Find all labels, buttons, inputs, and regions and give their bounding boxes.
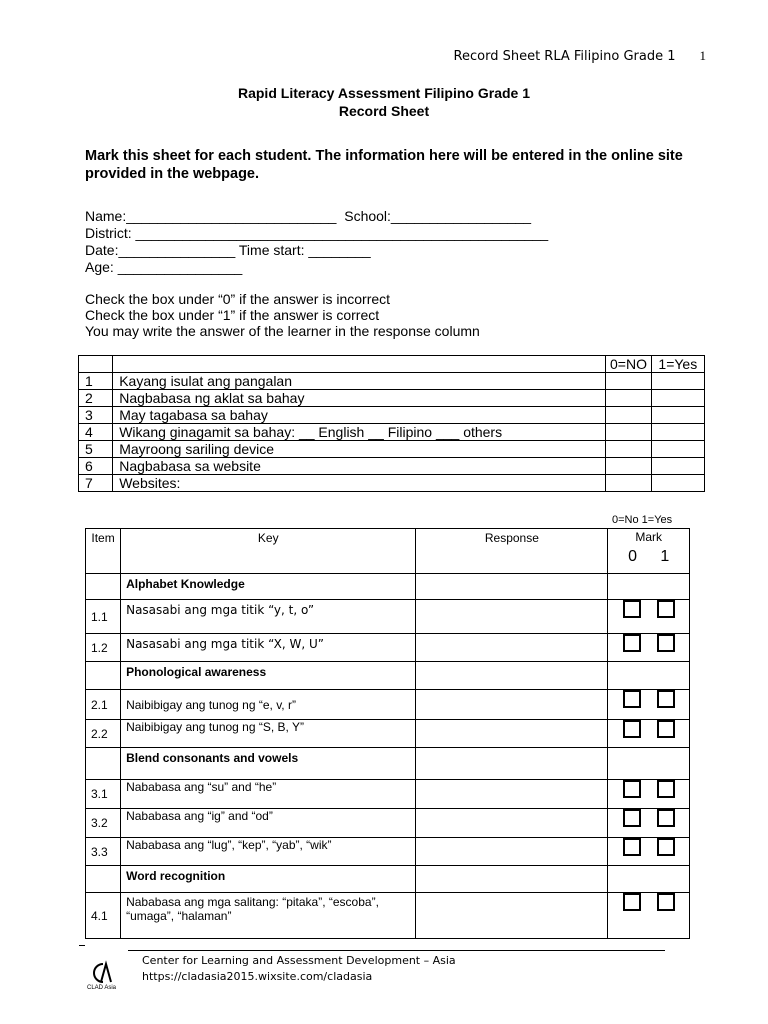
student-info-fields [85, 208, 685, 276]
item-key: Nababasa ang “su” and “he” [121, 780, 416, 809]
assessment-table [85, 528, 690, 939]
column-header-mark [608, 529, 690, 574]
answer-cell-no[interactable] [606, 441, 651, 458]
response-cell[interactable] [416, 634, 608, 662]
answer-cell-yes[interactable] [651, 407, 704, 424]
response-cell[interactable] [416, 720, 608, 748]
answer-cell-no[interactable] [606, 475, 651, 492]
table-row [79, 407, 705, 424]
response-cell[interactable] [416, 893, 608, 939]
checkbox-1[interactable] [657, 893, 675, 911]
row-number: 7 [79, 475, 113, 492]
table-row [79, 373, 705, 390]
answer-cell-yes[interactable] [651, 424, 704, 441]
checkbox-0[interactable] [623, 634, 641, 652]
checkbox-1[interactable] [657, 600, 675, 618]
row-question: Wikang ginagamit sa bahay: __ English __ Filipino ___ others [113, 424, 606, 441]
running-header [0, 48, 706, 64]
answer-cell-no[interactable] [606, 458, 651, 475]
check-instruction: Check the box under “0” if the answer is incorrect [85, 291, 391, 307]
footer-url-link[interactable]: https://cladasia2015.wixsite.com/cladasia [142, 970, 373, 983]
column-header-response: Response [416, 529, 608, 574]
table-row [86, 893, 690, 939]
item-number: 3.1 [86, 780, 121, 809]
section-row [86, 662, 690, 690]
table-row [79, 356, 705, 373]
row-question: May tagabasa sa bahay [113, 407, 606, 424]
name-school-field[interactable]: Name:___________________________ School:__________________ [85, 208, 532, 224]
response-cell[interactable] [416, 600, 608, 634]
checkbox-0[interactable] [623, 600, 641, 618]
answer-cell-yes[interactable] [651, 390, 704, 407]
title-line-1: Rapid Literacy Assessment Filipino Grade 1 [237, 85, 531, 101]
header-text: Record Sheet RLA Filipino Grade 1 [453, 49, 676, 64]
checkbox-0[interactable] [623, 720, 641, 738]
checkbox-1[interactable] [657, 780, 675, 798]
checkbox-1[interactable] [657, 838, 675, 856]
section-row [86, 866, 690, 893]
answer-cell-yes[interactable] [651, 458, 704, 475]
document-title [0, 84, 768, 120]
answer-cell-no[interactable] [606, 424, 651, 441]
row-number: 5 [79, 441, 113, 458]
item-number: 3.3 [86, 838, 121, 866]
table-header-row [86, 529, 690, 574]
answer-cell-no[interactable] [606, 390, 651, 407]
table-row [86, 600, 690, 634]
item-key: Nasasabi ang mga titik “X, W, U” [121, 634, 416, 662]
answer-cell-no[interactable] [606, 407, 651, 424]
section-title: Phonological awareness [121, 662, 416, 690]
age-field[interactable]: Age: ________________ [85, 259, 243, 275]
mark-label: Mark [635, 530, 663, 544]
table-row [86, 780, 690, 809]
item-key: Naibibigay ang tunog ng “e, v, r” [121, 690, 416, 720]
item-number: 2.1 [86, 690, 121, 720]
row-question: Kayang isulat ang pangalan [113, 373, 606, 390]
row-number: 2 [79, 390, 113, 407]
survey-table [78, 355, 705, 492]
row-number: 4 [79, 424, 113, 441]
answer-cell-yes[interactable] [651, 373, 704, 390]
section-row [86, 574, 690, 600]
item-number: 4.1 [86, 893, 121, 939]
checkbox-1[interactable] [657, 690, 675, 708]
check-instructions [85, 291, 685, 339]
footer-divider-short [79, 945, 85, 946]
answer-cell-yes[interactable] [651, 475, 704, 492]
row-number: 6 [79, 458, 113, 475]
instruction-text: Mark this sheet for each student. The information here will be entered in the online site provided in the webpage. [85, 148, 683, 182]
section-title: Blend consonants and vowels [121, 748, 416, 780]
table-row [79, 424, 705, 441]
row-question: Nagbabasa sa website [113, 458, 606, 475]
response-cell[interactable] [416, 809, 608, 838]
row-question: Websites: [113, 475, 606, 492]
district-field[interactable]: District: _____________________________________________________ [85, 225, 549, 241]
response-cell[interactable] [416, 780, 608, 809]
section-title: Alphabet Knowledge [121, 574, 416, 600]
check-instruction: Check the box under “1” if the answer is correct [85, 307, 380, 323]
table-row [86, 838, 690, 866]
item-number: 1.1 [86, 600, 121, 634]
checkbox-0[interactable] [623, 780, 641, 798]
item-key: Nababasa ang mga salitang: “pitaka”, “escoba”, “umaga”, “halaman” [121, 893, 416, 939]
answer-cell-yes[interactable] [651, 441, 704, 458]
column-header-item: Item [86, 529, 121, 574]
item-key: Naibibigay ang tunog ng “S, B, Y” [121, 720, 416, 748]
table-row [79, 475, 705, 492]
footer-divider [128, 950, 665, 951]
checkbox-0[interactable] [623, 809, 641, 827]
column-header-no: 0=NO [606, 356, 651, 373]
section-row [86, 748, 690, 780]
footer [142, 953, 456, 985]
title-line-2: Record Sheet [338, 103, 430, 119]
item-number: 2.2 [86, 720, 121, 748]
row-number: 3 [79, 407, 113, 424]
page-number: 1 [699, 48, 706, 63]
footer-org-name: Center for Learning and Assessment Development – Asia [142, 954, 456, 967]
table-row [86, 720, 690, 748]
checkbox-0[interactable] [623, 838, 641, 856]
response-cell[interactable] [416, 690, 608, 720]
checkbox-0[interactable] [623, 690, 641, 708]
row-number: 1 [79, 373, 113, 390]
mark-one-label: 1 [660, 548, 670, 565]
row-question: Nagbabasa ng aklat sa bahay [113, 390, 606, 407]
checkbox-1[interactable] [657, 720, 675, 738]
clad-asia-logo-icon [88, 960, 114, 986]
mark-legend: 0=No 1=Yes [612, 514, 673, 526]
item-key: Nababasa ang “lug”, “kep”, “yab”, “wik” [121, 838, 416, 866]
table-row [86, 809, 690, 838]
item-key: Nasasabi ang mga titik “y, t, o” [121, 600, 416, 634]
checkbox-1[interactable] [657, 634, 675, 652]
section-title: Word recognition [121, 866, 416, 893]
mark-zero-label: 0 [628, 548, 637, 565]
checkbox-0[interactable] [623, 893, 641, 911]
table-row [86, 634, 690, 662]
item-number: 1.2 [86, 634, 121, 662]
table-row [79, 441, 705, 458]
row-question: Mayroong sariling device [113, 441, 606, 458]
date-time-field[interactable]: Date:_______________ Time start: ________ [85, 242, 371, 258]
logo-text: CLAD Asia [87, 985, 117, 991]
table-row [79, 458, 705, 475]
response-cell[interactable] [416, 838, 608, 866]
item-number: 3.2 [86, 809, 121, 838]
table-row [79, 390, 705, 407]
checkbox-1[interactable] [657, 809, 675, 827]
check-instruction: You may write the answer of the learner in the response column [85, 323, 480, 339]
item-key: Nababasa ang “ig” and “od” [121, 809, 416, 838]
answer-cell-no[interactable] [606, 373, 651, 390]
table-row [86, 690, 690, 720]
column-header-key: Key [121, 529, 416, 574]
column-header-yes: 1=Yes [651, 356, 704, 373]
